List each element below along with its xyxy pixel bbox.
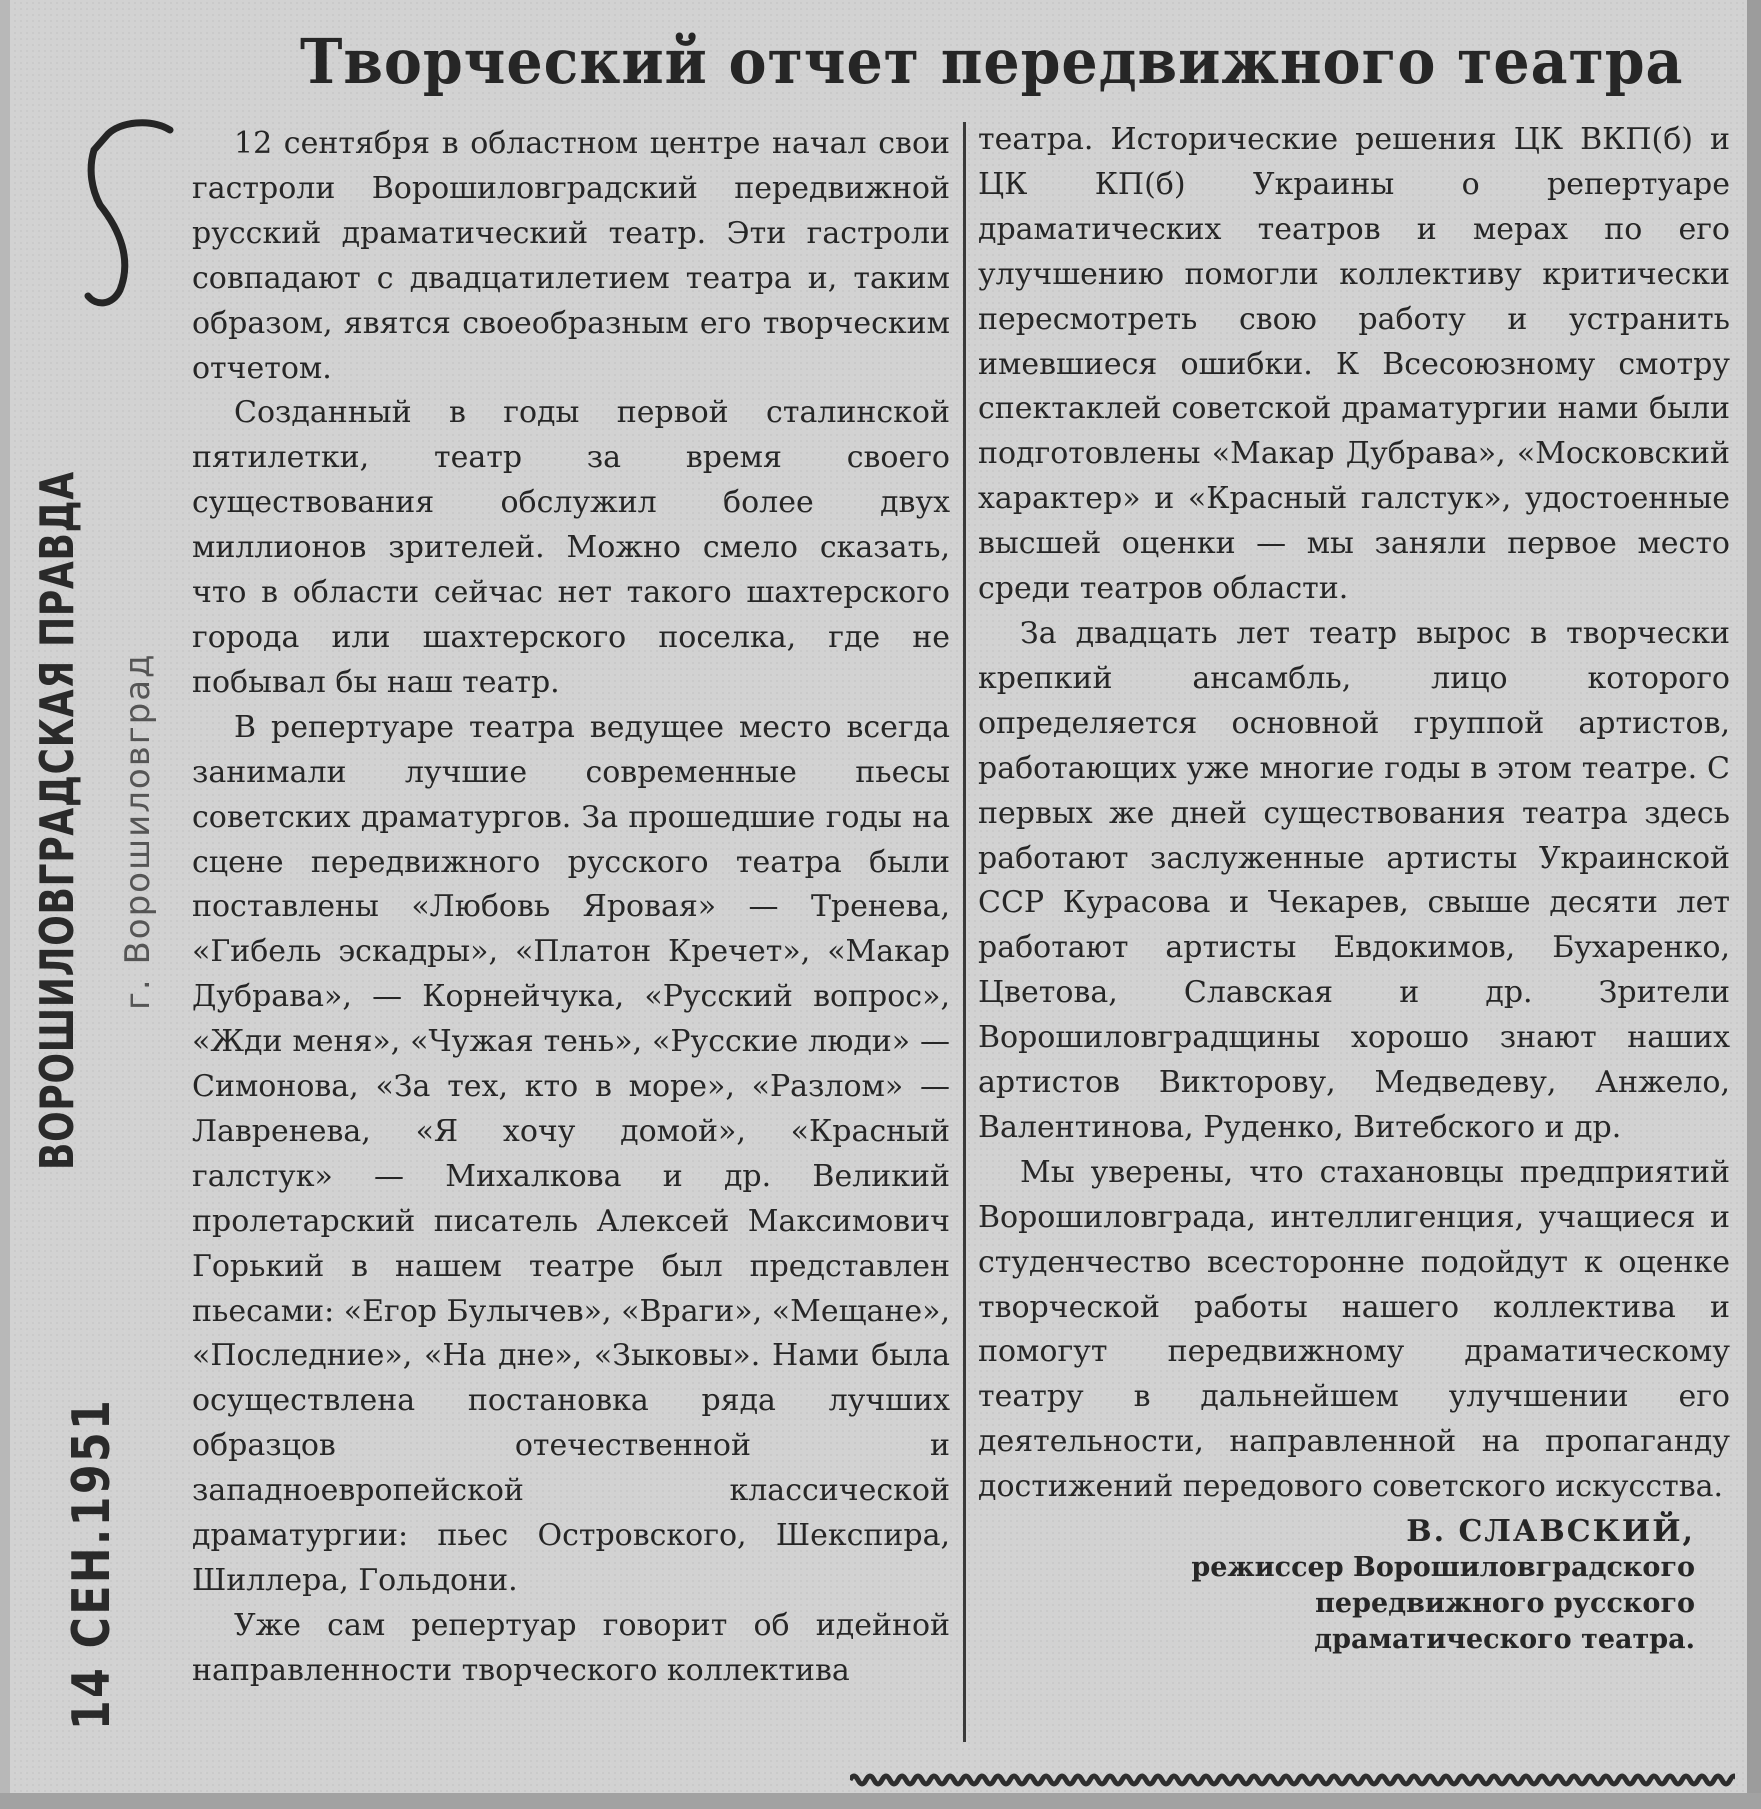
scan-bottom-edge — [0, 1793, 1761, 1809]
handwritten-number-5 — [70, 110, 180, 310]
scan-left-edge — [0, 0, 10, 1809]
paragraph: театра. Исторические решения ЦК ВКП(б) и ЦК КП(б) Украины о репертуаре драматических театров и мерах по его улучшению помогли коллективу критически пересмотреть свою работу и устранить имевшиеся ошибки. К Всесоюзному смотру спектаклей советской драматургии нами были подготовлены «Макар Дубрава», «Московский характер» и «Красный галстук», удостоенные высшей оценки — мы заняли первое место среди театров области. — [978, 122, 1730, 607]
article-column-2 — [978, 118, 1730, 1658]
article-headline: Творческий отчет передвижного театра — [300, 25, 1684, 98]
column-divider — [963, 122, 966, 1742]
paragraph: Созданный в годы первой сталинской пятилетки, театр за время своего существования обслужил более двух миллионов зрителей. Можно смело сказать, что в области сейчас нет такого шахтерского города или шахтерского поселка, где не побывал бы наш театр. — [192, 395, 950, 700]
stamp-newspaper-name: ВОРОШИЛОВГРАДСКАЯ ПРАВДА — [30, 471, 84, 1170]
author-signature — [978, 1514, 1730, 1658]
paragraph: За двадцать лет театр вырос в творчески крепкий ансамбль, лицо которого определяется основной группой артистов, работающих уже многие годы в этом театре. С первых же дней существования театра здесь работают заслуженные артисты Украинской ССР Курасова и Чекарев, свыше десяти лет работают артисты Евдокимов, Бухаренко, Цветова, Славская и др. Зрители Ворошиловградщины хорошо знают наших артистов Викторову, Медведеву, Анжело, Валентинова, Руденко, Витебского и др. — [978, 615, 1730, 1145]
stamp-date: 14 СЕН.1951 — [62, 1397, 122, 1730]
author-role-line: режиссер Ворошиловградского — [1191, 1552, 1695, 1584]
paragraph: Уже сам репертуар говорит об идейной направленности творческого коллектива — [192, 1607, 950, 1688]
author-role-line: передвижного русского — [1315, 1588, 1695, 1620]
scan-right-edge — [1747, 0, 1761, 1809]
stamp-city: г. Ворошиловград — [118, 652, 158, 1010]
paragraph: Мы уверены, что стахановцы предприятий Ворошиловграда, интеллигенция, учащиеся и студенчество всесторонне подойдут к оценке творческой работы нашего коллектива и помогут передвижному драматическому театру в дальнейшем улучшении его деятельности, направленной на пропаганду достижений передового советского искусства. — [978, 1154, 1730, 1505]
author-role-line: драматического театра. — [1314, 1624, 1695, 1656]
article-column-1 — [192, 122, 950, 1694]
paragraph: 12 сентября в областном центре начал свои гастроли Ворошиловградский передвижной русский драматический театр. Эти гастроли совпадают с двадцатилетием театра и, таким образом, явятся своеобразным его творческим отчетом. — [192, 126, 950, 386]
author-name: В. СЛАВСКИЙ, — [1406, 1514, 1695, 1550]
paragraph: В репертуаре театра ведущее место всегда занимали лучшие современные пьесы советских драматургов. За прошедшие годы на сцене передвижного русского театра были поставлены «Любовь Яровая» — Тренева, «Гибель эскадры», «Платон Кречет», «Макар Дубрава», — Корнейчука, «Русский вопрос», «Жди меня», «Чужая тень», «Русские люди» — Симонова, «За тех, кто в море», «Разлом» — Лавренева, «Я хочу домой», «Красный галстук» — Михалкова и др. Великий пролетарский писатель Алексей Максимович Горький в нашем театре был представлен пьесами: «Егор Булычев», «Враги», «Мещане», «Последние», «На дне», «Зыковы». Нами была осуществлена постановка ряда лучших образцов отечественной и западноевропейской классической драматургии: пьес Островского, Шекспира, Шиллера, Гольдони. — [192, 709, 950, 1598]
wavy-bottom-rule — [850, 1768, 1735, 1792]
